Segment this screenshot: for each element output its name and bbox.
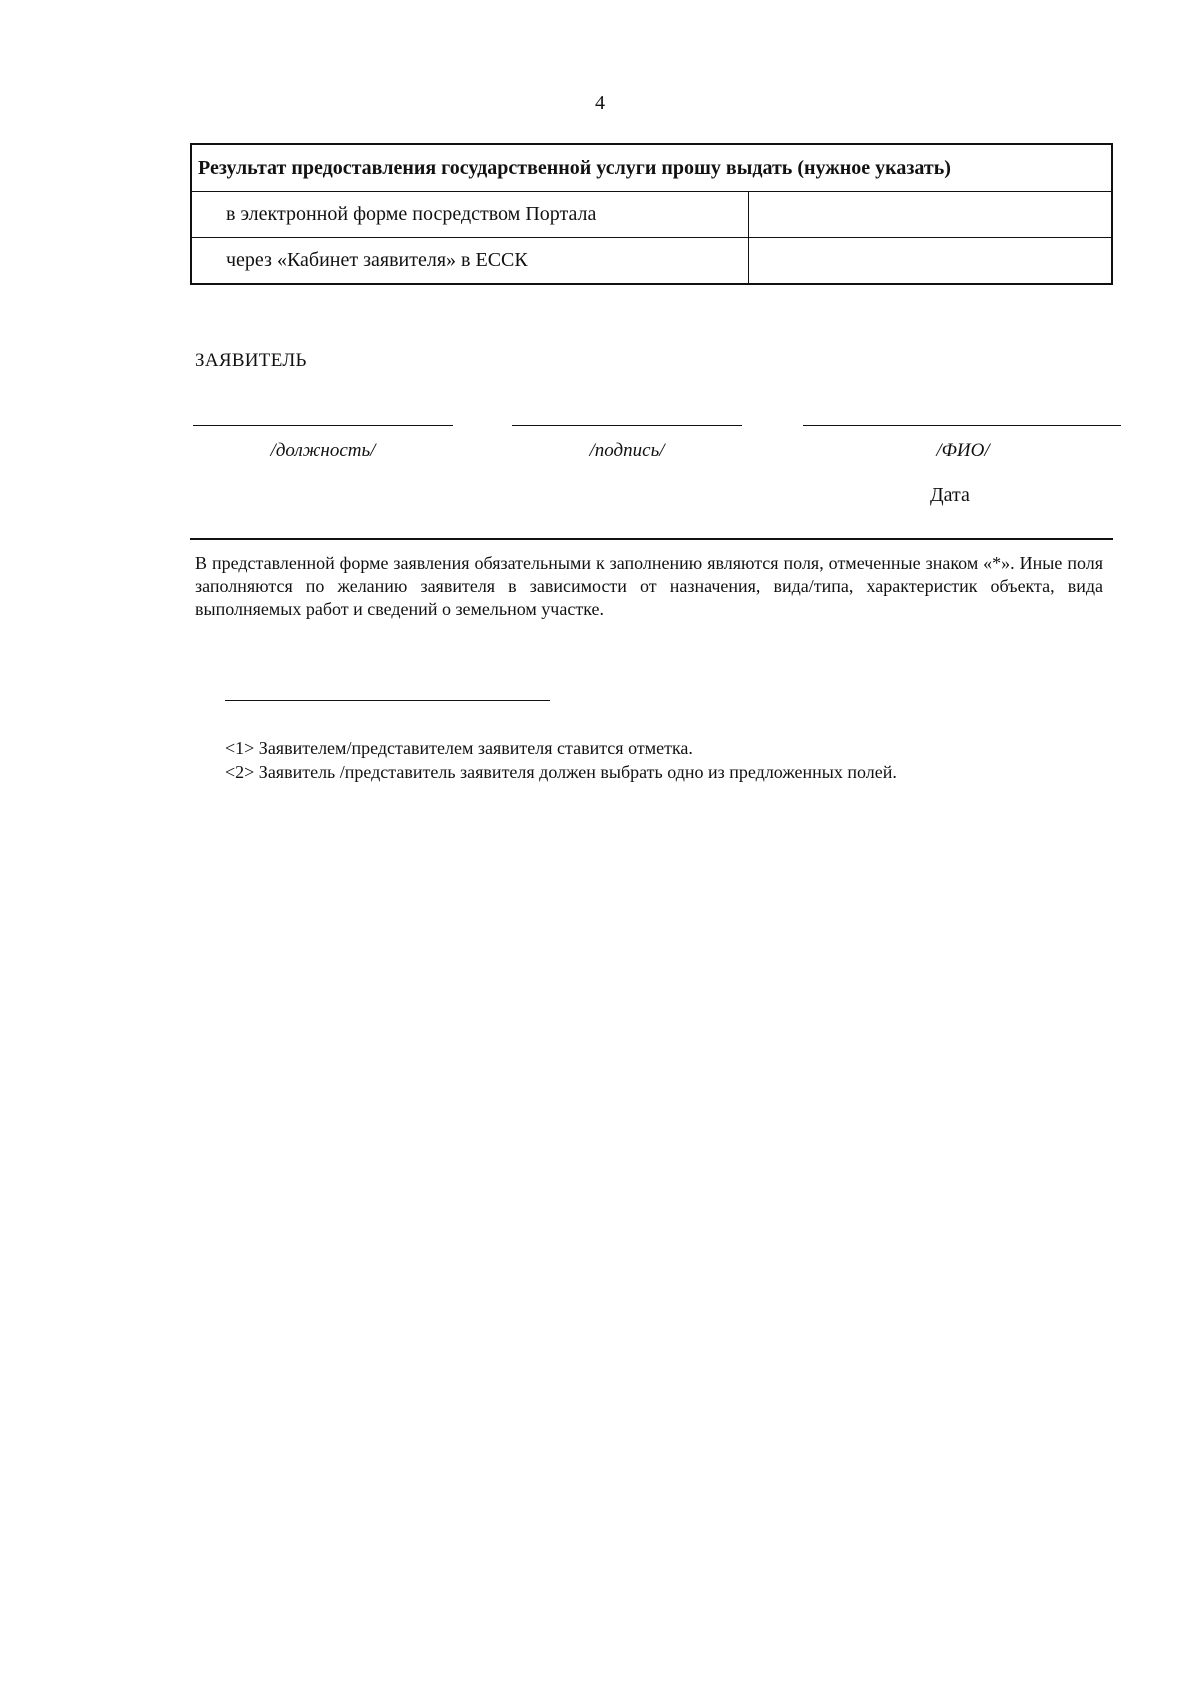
mandatory-fields-note: В представленной форме заявления обязательными к заполнению являются поля, отмеченные знаком «*». Иные поля заполняются по желанию заявителя в зависимости от назначения, вида/типа, характеристик объекта, вида выполняемых работ и сведений о земельном участке. bbox=[195, 553, 1103, 619]
table-header: Результат предоставления государственной услуги прошу выдать (нужное указать) bbox=[191, 144, 1112, 192]
signature-caption: /подпись/ bbox=[589, 440, 665, 461]
result-delivery-table bbox=[190, 143, 1113, 285]
full-name-line[interactable] bbox=[803, 425, 1121, 426]
footnotes bbox=[225, 736, 1105, 784]
footnote-2: <2> Заявитель /представитель заявителя должен выбрать одно из предложенных полей. bbox=[225, 762, 897, 782]
table-row bbox=[191, 192, 1112, 238]
date-label: Дата bbox=[930, 484, 970, 506]
full-name-caption: /ФИО/ bbox=[936, 440, 990, 461]
option-mark-portal[interactable] bbox=[749, 192, 1112, 238]
page-number: 4 bbox=[595, 92, 605, 114]
table-header-row bbox=[191, 144, 1112, 192]
footnote-rule bbox=[225, 700, 550, 701]
option-mark-cabinet[interactable] bbox=[749, 238, 1112, 285]
option-label-cabinet: через «Кабинет заявителя» в ЕССК bbox=[191, 238, 749, 285]
footnote-1: <1> Заявителем/представителем заявителя ставится отметка. bbox=[225, 738, 693, 758]
divider-line bbox=[190, 538, 1113, 540]
position-line[interactable] bbox=[193, 425, 453, 426]
option-label-portal: в электронной форме посредством Портала bbox=[191, 192, 749, 238]
applicant-label: ЗАЯВИТЕЛЬ bbox=[195, 350, 307, 371]
position-caption: /должность/ bbox=[270, 440, 376, 461]
table-row bbox=[191, 238, 1112, 285]
signature-line[interactable] bbox=[512, 425, 742, 426]
